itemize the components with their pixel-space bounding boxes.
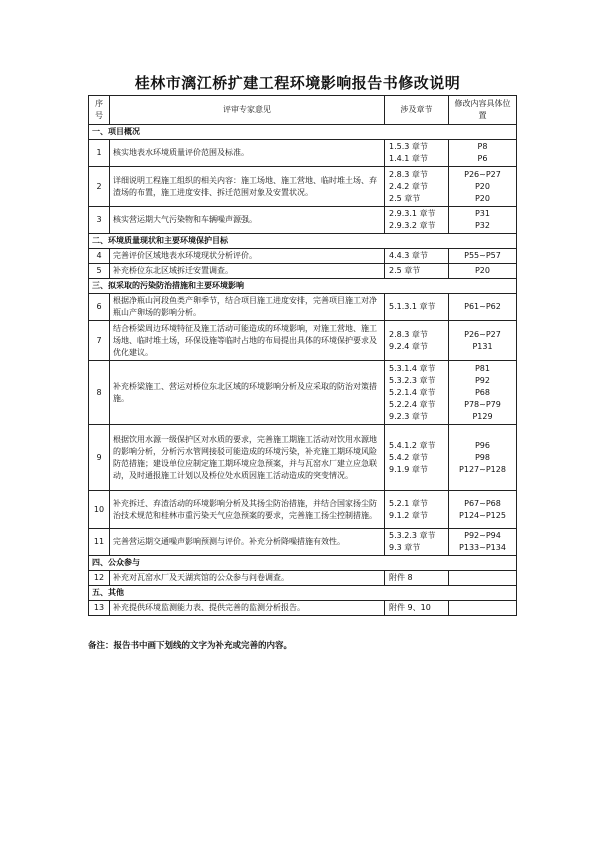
- expert-opinion: 完善评价区域地表水环境现状分析评价。: [110, 249, 385, 264]
- section-heading: 二、环境质量现状和主要环境保护目标: [89, 234, 517, 249]
- document-title: 桂林市漓江桥扩建工程环境影响报告书修改说明: [134, 74, 461, 92]
- table-row: [89, 425, 517, 491]
- chapter-ref: 4.4.3 章节: [389, 251, 428, 260]
- expert-opinion: 根据净瓶山河段鱼类产卵季节，结合项目施工进度安排，完善项目施工对净瓶山产卵场的影响分析。: [110, 294, 385, 321]
- section-row: [89, 556, 517, 571]
- row-number: 13: [89, 601, 110, 616]
- chapter-cell: [385, 425, 449, 491]
- chapter-ref: 5.1.3.1 章节: [389, 302, 436, 311]
- page-ref: P131: [472, 341, 493, 351]
- chapter-ref: 2.9.3.1 章节: [389, 209, 436, 218]
- section-row: [89, 234, 517, 249]
- row-number: 5: [89, 264, 110, 279]
- expert-opinion: 补充对瓦窑水厂及天湖宾馆的公众参与问卷调查。: [110, 571, 385, 586]
- page-location-cell: [449, 601, 517, 616]
- table-row: [89, 207, 517, 234]
- page-location-cell: [449, 294, 517, 321]
- section-heading: 三、拟采取的污染防治措施和主要环境影响: [89, 279, 517, 294]
- header-location: 修改内容具体位置: [449, 96, 517, 125]
- row-number: 9: [89, 425, 110, 491]
- expert-opinion: 补充桥梁施工、营运对桥位东北区域的环境影响分析及应采取的防治对策措施。: [110, 361, 385, 425]
- chapter-ref: 1.5.3 章节: [389, 142, 428, 151]
- chapter-ref: 2.5 章节: [389, 266, 421, 275]
- page-location-cell: [449, 140, 517, 167]
- page-location-cell: [449, 361, 517, 425]
- revision-table: [88, 95, 517, 616]
- table-row: [89, 249, 517, 264]
- page-ref: P26~P27: [464, 169, 501, 179]
- row-number: 12: [89, 571, 110, 586]
- chapter-ref: 9.1.9 章节: [389, 464, 428, 474]
- chapter-cell: [385, 491, 449, 529]
- expert-opinion: 补充桥位东北区域拆迁安置调查。: [110, 264, 385, 279]
- chapter-cell: [385, 321, 449, 361]
- row-number: 3: [89, 207, 110, 234]
- page-ref: P61~P62: [464, 302, 501, 311]
- chapter-cell: [385, 207, 449, 234]
- page-ref: P8: [477, 142, 488, 151]
- page-ref: P92: [474, 375, 490, 385]
- chapter-ref: 9.1.2 章节: [389, 510, 428, 520]
- expert-opinion: 根据饮用水源一级保护区对水质的要求，完善施工期施工活动对饮用水源地的影响分析，分析污水管网接驳可能造成的环境污染，补充施工期环境风险防范措施；建设单位应制定施工期环境应急预案，并与瓦窑水厂建立应急联动，及时通报施工计划以及桥位处水质因施工活动造成的突变情况。: [110, 425, 385, 491]
- header-no: 序号: [89, 96, 110, 125]
- page-ref: P55~P57: [464, 251, 501, 260]
- page-ref: P67~P68: [464, 498, 501, 508]
- section-row: [89, 125, 517, 140]
- table-body: [89, 125, 517, 616]
- chapter-ref: 1.4.1 章节: [389, 154, 428, 163]
- expert-opinion: 补充提供环境监测能力表、提供完善的监测分析报告。: [110, 601, 385, 616]
- chapter-ref: 附件 8: [389, 573, 413, 582]
- page-ref: P92~P94: [464, 531, 501, 540]
- table-row: [89, 491, 517, 529]
- page-ref: P68: [474, 387, 490, 397]
- section-row: [89, 586, 517, 601]
- section-row: [89, 279, 517, 294]
- row-number: 10: [89, 491, 110, 529]
- page-ref: P6: [477, 154, 488, 163]
- chapter-ref: 2.8.3 章节: [389, 169, 428, 179]
- chapter-ref: 附件 9、10: [389, 603, 431, 612]
- page-location-cell: [449, 571, 517, 586]
- chapter-cell: [385, 601, 449, 616]
- page-location-cell: [449, 207, 517, 234]
- row-number: 6: [89, 294, 110, 321]
- chapter-ref: 5.2.1.4 章节: [389, 387, 436, 397]
- page-ref: P124~P125: [459, 510, 506, 520]
- header-chapter: 涉及章节: [385, 96, 449, 125]
- page-ref: P26~P27: [464, 329, 501, 339]
- row-number: 8: [89, 361, 110, 425]
- page-ref: P20: [474, 193, 490, 203]
- chapter-cell: [385, 294, 449, 321]
- chapter-ref: 5.4.1.2 章节: [389, 440, 436, 450]
- chapter-ref: 5.2.2.4 章节: [389, 399, 436, 409]
- footnote: 备注：报告书中画下划线的文字为补充或完善的内容。: [88, 641, 293, 651]
- page-location-cell: [449, 167, 517, 207]
- table-row: [89, 321, 517, 361]
- chapter-cell: [385, 249, 449, 264]
- page-location-cell: [449, 264, 517, 279]
- row-number: 1: [89, 140, 110, 167]
- chapter-cell: [385, 529, 449, 556]
- chapter-ref: 2.4.2 章节: [389, 181, 428, 191]
- row-number: 7: [89, 321, 110, 361]
- table-row: [89, 361, 517, 425]
- table-row: [89, 294, 517, 321]
- page-ref: P133~P134: [459, 543, 506, 552]
- chapter-ref: 9.2.4 章节: [389, 341, 428, 351]
- chapter-cell: [385, 140, 449, 167]
- chapter-ref: 5.3.1.4 章节: [389, 363, 436, 373]
- chapter-ref: 5.3.2.3 章节: [389, 531, 436, 540]
- chapter-cell: [385, 264, 449, 279]
- chapter-cell: [385, 361, 449, 425]
- expert-opinion: 详细说明工程施工组织的相关内容：施工场地、施工营地、临时堆土场、弃渣场的布置，施工进度安排、拆迁范围对象及安置状况。: [110, 167, 385, 207]
- section-heading: 四、公众参与: [89, 556, 517, 571]
- row-number: 11: [89, 529, 110, 556]
- chapter-ref: 2.8.3 章节: [389, 329, 428, 339]
- section-heading: 五、其他: [89, 586, 517, 601]
- table-row: [89, 601, 517, 616]
- chapter-ref: 2.9.3.2 章节: [389, 221, 436, 230]
- header-opinion: 评审专家意见: [110, 96, 385, 125]
- row-number: 2: [89, 167, 110, 207]
- row-number: 4: [89, 249, 110, 264]
- table-row: [89, 264, 517, 279]
- expert-opinion: 补充拆迁、弃渣活动的环境影响分析及其扬尘防治措施，并结合国家扬尘防治技术规范和桂林市重污染天气应急预案的要求，完善施工扬尘控制措施。: [110, 491, 385, 529]
- page-location-cell: [449, 529, 517, 556]
- page-location-cell: [449, 249, 517, 264]
- page-ref: P98: [474, 452, 490, 462]
- chapter-ref: 2.5 章节: [389, 193, 421, 203]
- page-ref: P127~P128: [459, 464, 506, 474]
- chapter-ref: 5.4.2 章节: [389, 452, 428, 462]
- page-ref: P78~P79: [464, 399, 501, 409]
- chapter-cell: [385, 167, 449, 207]
- page-ref: P81: [474, 363, 490, 373]
- expert-opinion: 完善营运期交通噪声影响预测与评价。补充分析降噪措施有效性。: [110, 529, 385, 556]
- page-ref: P20: [474, 266, 490, 275]
- expert-opinion: 结合桥梁周边环境特征及施工活动可能造成的环境影响，对施工营地、施工场地、临时堆土场，环保设施等临时占地的布局提出具体的环境保护要求及优化建议。: [110, 321, 385, 361]
- chapter-ref: 5.2.1 章节: [389, 498, 428, 508]
- page-ref: P20: [474, 181, 490, 191]
- page-ref: P129: [472, 411, 493, 421]
- expert-opinion: 核实营运期大气污染物和车辆噪声源强。: [110, 207, 385, 234]
- section-heading: 一、项目概况: [89, 125, 517, 140]
- page-location-cell: [449, 491, 517, 529]
- chapter-ref: 9.2.3 章节: [389, 411, 428, 421]
- table-header-row: [89, 96, 517, 125]
- page-ref: P96: [474, 440, 490, 450]
- table-row: [89, 571, 517, 586]
- expert-opinion: 核实地表水环境质量评价范围及标准。: [110, 140, 385, 167]
- chapter-cell: [385, 571, 449, 586]
- table-row: [89, 167, 517, 207]
- table-row: [89, 140, 517, 167]
- page-location-cell: [449, 425, 517, 491]
- chapter-ref: 5.3.2.3 章节: [389, 375, 436, 385]
- page-ref: P32: [474, 221, 490, 230]
- table-row: [89, 529, 517, 556]
- page-location-cell: [449, 321, 517, 361]
- page-ref: P31: [474, 209, 490, 218]
- chapter-ref: 9.3 章节: [389, 543, 421, 552]
